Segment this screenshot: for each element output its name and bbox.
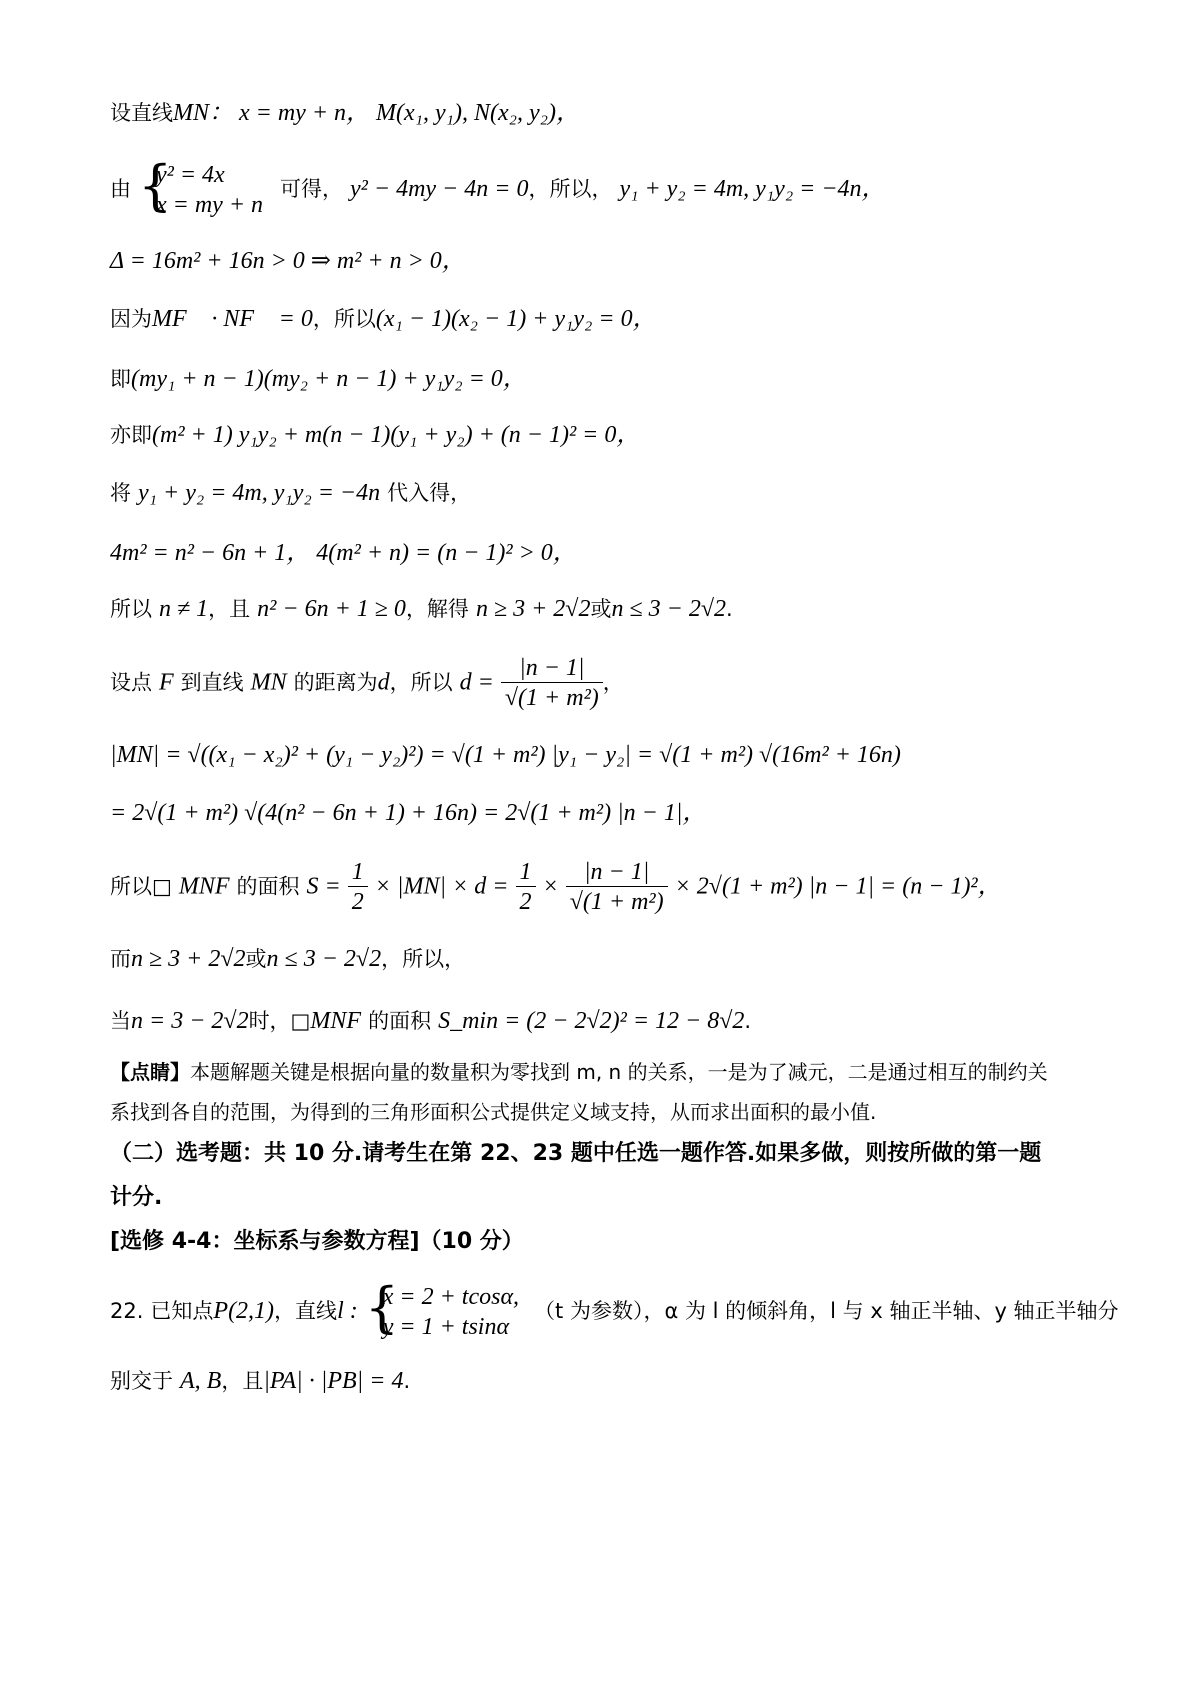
- times-sign: ×: [542, 873, 559, 900]
- equation-1: MF⃗ · NF⃗ = 0: [152, 306, 313, 332]
- system-row-2: y = 1 + tsinα: [382, 1314, 510, 1340]
- text-prefix: 即: [110, 367, 131, 391]
- fraction-numerator: |n − 1|: [501, 654, 603, 683]
- variable-mnf: MNF: [178, 873, 230, 900]
- problem-22-line-2: [110, 1364, 1120, 1399]
- equation-2: n² − 6n + 1 ≥ 0: [257, 596, 406, 622]
- variable-d: d: [377, 669, 390, 696]
- solution-line-10: [110, 654, 1120, 713]
- fraction-numerator: 1: [348, 858, 368, 887]
- problem-text-4: 别交于: [110, 1369, 173, 1393]
- problem-text-5: ，且: [221, 1369, 264, 1393]
- text-suffix: .: [726, 597, 733, 621]
- fraction-denominator: √(1 + m²): [504, 685, 599, 711]
- text-mid-2: 的距离为: [293, 670, 378, 695]
- point-p: P(2,1): [213, 1298, 275, 1324]
- text-suffix: 代入得，: [387, 481, 472, 505]
- equation-system: [138, 154, 264, 220]
- solution-line-2: [110, 154, 1120, 220]
- brace-glyph: {: [364, 1276, 400, 1339]
- solution-line-15: [110, 1004, 1120, 1039]
- solution-line-9: [110, 592, 1120, 627]
- solution-line-12: [110, 796, 1120, 831]
- equation-1: y² − 4my − 4n = 0: [350, 176, 529, 202]
- note-text-line-2: 系找到各自的范围，为得到的三角形面积公式提供定义域支持，从而求出面积的最小值.: [110, 1100, 877, 1124]
- fraction-half-1: [348, 858, 368, 917]
- equation: y₁ + y₂ = 4m, y₁y₂ = −4n: [138, 480, 381, 506]
- solution-line-13: [110, 858, 1120, 917]
- text-mid-2: ，所以，: [528, 177, 613, 201]
- solution-line-5: [110, 362, 1120, 397]
- equation-mid: × |MN| × d =: [374, 873, 509, 900]
- solution-line-11: [110, 738, 1120, 773]
- fraction-denominator: 2: [351, 889, 364, 915]
- text-prefix: 亦即: [110, 423, 152, 447]
- system-row-1: y² = 4x: [156, 162, 225, 188]
- fraction-denominator: √(1 + m²): [569, 889, 664, 915]
- section-subheading-text: [选修 4-4：坐标系与参数方程]（10 分）: [110, 1229, 524, 1254]
- text-suffix: .: [744, 1009, 752, 1033]
- text-mid: 时，□: [248, 1009, 311, 1033]
- text-mid: 或: [245, 947, 267, 971]
- equation-2: (x₁ − 1)(x₂ − 1) + y₁y₂ = 0，: [375, 306, 657, 332]
- problem-text-2: ，直线: [274, 1299, 338, 1323]
- problem-number: 22.: [110, 1299, 144, 1323]
- line-label: l :: [337, 1298, 358, 1324]
- equation-2: y₁ + y₂ = 4m, y₁y₂ = −4n，: [619, 176, 886, 202]
- equation: = 2√(1 + m²) √(4(n² − 6n + 1) + 16n) = 2√(1 + m²) |n − 1|，: [110, 800, 707, 826]
- equation-1: n = 3 − 2√2: [131, 1008, 249, 1034]
- problem-22-line-1: [110, 1276, 1120, 1342]
- fraction-denominator: 2: [519, 889, 532, 915]
- points-ab: A, B: [180, 1368, 222, 1394]
- equation: (m² + 1) y₁y₂ + m(n − 1)(y₁ + y₂) + (n − 1)² = 0，: [152, 422, 641, 448]
- section-heading-line-1: （二）选考题：共 10 分.请考生在第 22、23 题中任选一题作答.如果多做，则按所做的第一题: [110, 1141, 1042, 1166]
- variable-mnf: MNF: [310, 1008, 362, 1034]
- equation-1: n ≥ 3 + 2√2: [131, 946, 246, 972]
- text-mid-3: 或: [590, 597, 612, 621]
- solution-line-8: [110, 536, 1120, 571]
- solution-line-14: [110, 942, 1120, 977]
- text-prefix: 由: [110, 177, 131, 201]
- fraction-numerator: |n − 1|: [566, 858, 668, 887]
- solution-line-7: [110, 476, 1120, 511]
- system-row-1: x = 2 + tcosα,: [382, 1284, 520, 1310]
- equation: Δ = 16m² + 16n > 0 ⇒ m² + n > 0，: [110, 248, 466, 274]
- equation-tail: × 2√(1 + m²) |n − 1| = (n − 1)²，: [674, 873, 1002, 900]
- equation-lhs: S =: [306, 873, 341, 900]
- text-mid-2: 的面积: [368, 1009, 432, 1033]
- text-prefix: 而: [110, 947, 131, 971]
- text-prefix: 将: [110, 481, 131, 505]
- variable-f: F: [159, 669, 174, 696]
- solution-line-1: [110, 96, 1120, 131]
- equation-3: n ≥ 3 + 2√2: [475, 596, 591, 622]
- system-row-2: x = my + n: [156, 192, 264, 218]
- equation-4: n ≤ 3 − 2√2: [611, 596, 727, 622]
- text-prefix: 因为: [110, 307, 152, 331]
- text-mid: ，所以: [312, 307, 376, 331]
- parametric-system: [364, 1276, 520, 1342]
- equation: |MN| = √((x₁ − x₂)² + (y₁ − y₂)²) = √(1 + m²) |y₁ − y₂| = √(1 + m²) √(16m² + 16n): [110, 742, 901, 768]
- fraction-numerator: 1: [516, 858, 536, 887]
- text-mid: 可得，: [280, 177, 344, 201]
- brace-glyph: {: [138, 154, 173, 217]
- section-heading: [110, 1132, 1110, 1220]
- text-mid: ，且: [208, 597, 251, 621]
- text-mid-3: ，所以: [389, 670, 453, 695]
- equation-2: S_min = (2 − 2√2)² = 12 − 8√2: [438, 1008, 745, 1034]
- text-prefix: 设点: [110, 670, 152, 695]
- note-text-line-1: 本题解题关键是根据向量的数量积为零找到 m, n 的关系，一是为了减元，二是通过相互的制约关: [190, 1060, 1048, 1084]
- equation-2: n ≤ 3 − 2√2: [266, 946, 382, 972]
- section-subheading: [110, 1220, 1110, 1264]
- text-mid: 的面积: [236, 874, 300, 899]
- fraction: [501, 654, 603, 713]
- text-prefix: 所以□: [110, 874, 172, 899]
- equation: MN： x = my + n， M(x₁, y₁), N(x₂, y₂)，: [173, 100, 580, 126]
- section-heading-line-2: 计分.: [110, 1185, 163, 1210]
- problem-text-1: 已知点: [150, 1299, 214, 1323]
- fraction-half-2: [516, 858, 536, 917]
- problem-text-3: （t 为参数），α 为 l 的倾斜角，l 与 x 轴正半轴、y 轴正半轴分: [534, 1299, 1119, 1323]
- text-prefix: 当: [110, 1009, 131, 1033]
- note-paragraph: [110, 1052, 1110, 1132]
- text-mid: 到直线: [180, 670, 244, 695]
- text-prefix: 所以: [110, 597, 152, 621]
- equation: (my₁ + n − 1)(my₂ + n − 1) + y₁y₂ = 0，: [131, 366, 527, 392]
- solution-line-4: [110, 302, 1120, 337]
- solution-line-3: [110, 244, 1120, 279]
- equation: 4m² = n² − 6n + 1， 4(m² + n) = (n − 1)² > 0，: [110, 540, 577, 566]
- equation-lhs: d =: [459, 669, 494, 696]
- problem-text-6: .: [403, 1369, 411, 1393]
- variable-mn: MN: [250, 669, 287, 696]
- solution-line-6: [110, 418, 1120, 453]
- note-tag: 【点睛】: [110, 1060, 190, 1084]
- text-suffix: ，: [602, 670, 624, 695]
- condition-equation: |PA| · |PB| = 4: [263, 1368, 404, 1394]
- text-prefix: 设直线: [110, 101, 173, 125]
- text-suffix: ，所以，: [381, 947, 466, 971]
- fraction-distance: [566, 858, 668, 917]
- equation-1: n ≠ 1: [159, 596, 209, 622]
- text-mid-2: ，解得: [405, 597, 469, 621]
